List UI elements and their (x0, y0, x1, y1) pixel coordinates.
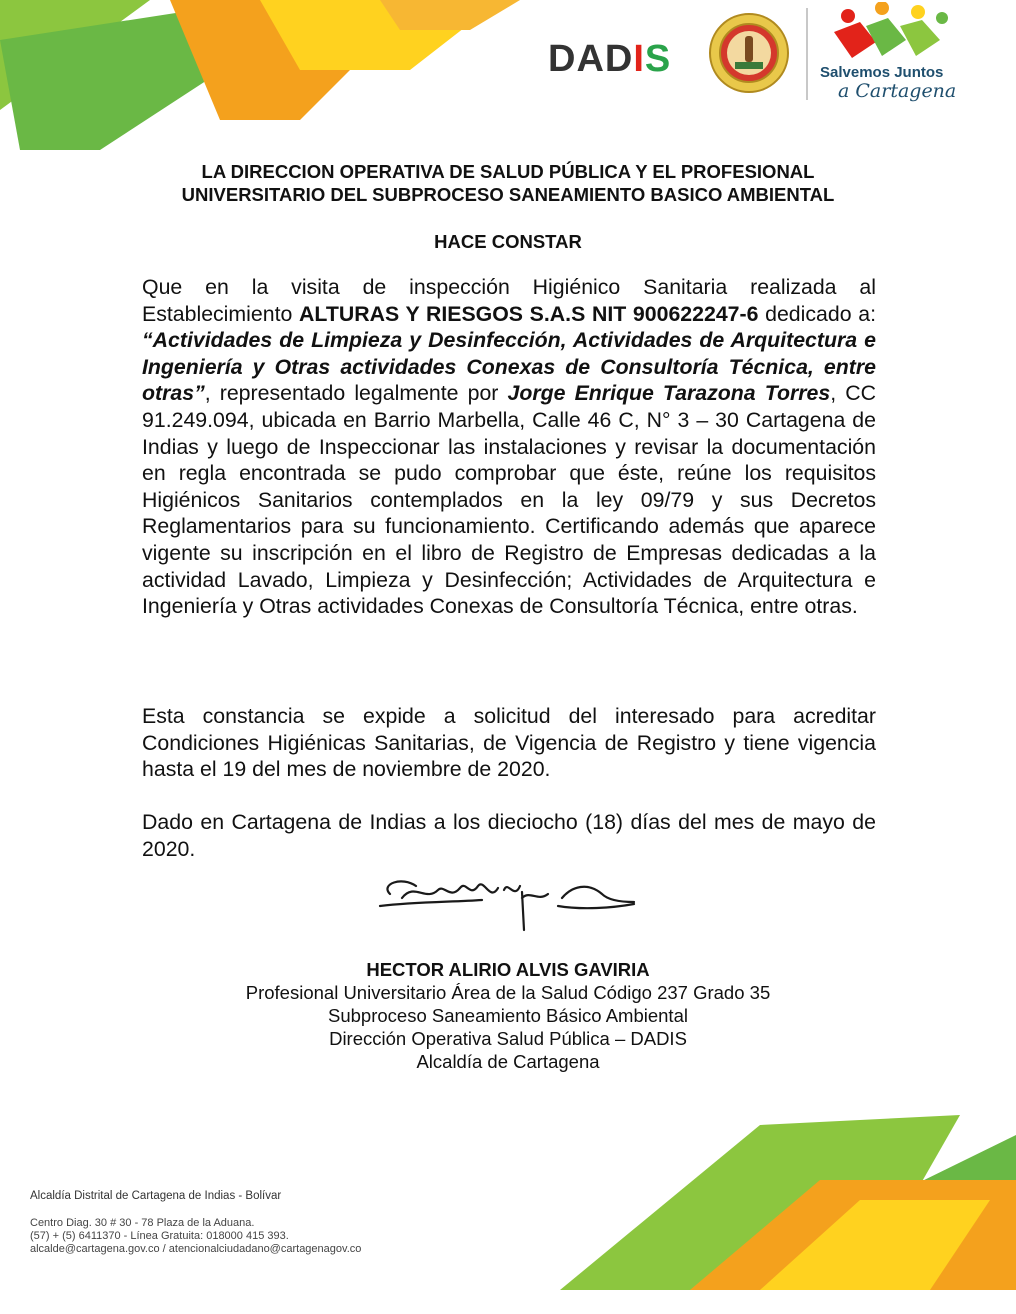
footer-address: Centro Diag. 30 # 30 - 78 Plaza de la Aduana. (30, 1217, 255, 1229)
footer-emails: alcalde@cartagena.gov.co / atencionalciudadano@cartagenagov.co (30, 1243, 362, 1255)
title-line-1: LA DIRECCION OPERATIVA DE SALUD PÚBLICA Y EL PROFESIONAL (201, 161, 815, 182)
p1-text-2: dedicado a: (758, 301, 876, 326)
top-left-decoration (0, 0, 540, 150)
footer-phones: (57) + (5) 6411370 - Línea Gratuita: 018000 415 393. (30, 1230, 289, 1242)
footer-organization: Alcaldía Distrital de Cartagena de Indias - Bolívar (30, 1190, 282, 1202)
dadis-logo-s: S (644, 38, 672, 80)
dadis-logo-prefix: DAD (548, 38, 634, 80)
salvemos-juntos-figures-icon (830, 2, 950, 62)
header-logos (540, 8, 980, 118)
footer (30, 1190, 361, 1256)
dadis-logo-i: I (633, 38, 645, 80)
paragraph-1 (142, 274, 876, 620)
signer-organization: Alcaldía de Cartagena (416, 1051, 600, 1072)
salvemos-juntos-text: Salvemos Juntos (820, 64, 944, 81)
signer-subprocess: Subproceso Saneamiento Básico Ambiental (328, 1005, 688, 1026)
p1-text-1: Que en la visita de inspección Higiénico Sanitaria realizada al Establecimiento (142, 275, 876, 326)
paragraph-2: Esta constancia se expide a solicitud del interesado para acreditar Condiciones Higiénicas Sanitarias, de Vigencia de Registro y tiene vigencia hasta el 19 del mes de noviembre de 2020. (142, 704, 876, 782)
signer-title: Profesional Universitario Área de la Salud Código 237 Grado 35 (245, 982, 771, 1003)
handwritten-signature (372, 872, 642, 934)
signer-block (120, 958, 896, 1073)
document-title (120, 160, 896, 206)
hace-constar-heading: HACE CONSTAR (434, 231, 582, 252)
paragraph-3: Dado en Cartagena de Indias a los dieciocho (18) días del mes de mayo de 2020. (142, 810, 876, 861)
a-cartagena-text: a Cartagena (838, 80, 957, 102)
p1-text-3: , representado legalmente por (204, 381, 508, 406)
title-line-2: UNIVERSITARIO DEL SUBPROCESO SANEAMIENTO BASICO AMBIENTAL (181, 184, 835, 205)
signer-name: HECTOR ALIRIO ALVIS GAVIRIA (366, 959, 650, 980)
representative-name: Jorge Enrique Tarazona Torres (507, 381, 831, 406)
signer-direction: Dirección Operativa Salud Pública – DADIS (329, 1028, 687, 1049)
dadis-logo (548, 38, 671, 81)
cartagena-seal-icon (708, 12, 790, 94)
p1-text-4: , CC 91.249.094, ubicada en Barrio Marbella, Calle 46 C, N° 3 – 30 Cartagena de Indias y luego de Inspeccionar las instalaciones y revisar la documentación en regla encontrada se pudo comprobar que éste, reúne los requisitos Higiénicos Sanitarios contemplados en la ley 09/79 y sus Decretos Reglamentarios para su funcionamiento. Certificando además que aparece vigente su inscripción en el libro de Registro de Empresas dedicadas a la actividad Lavado, Limpieza y Desinfección; Actividades de Arquitectura e Ingeniería y Otras actividades Conexas de Consultoría Técnica, entre otras. (142, 381, 876, 619)
company-name: ALTURAS Y RIESGOS S.A.S NIT 900622247-6 (299, 301, 759, 326)
logo-divider (806, 8, 808, 100)
activities-text: “Actividades de Limpieza y Desinfección, Actividades de Arquitectura e Ingeniería y Otras actividades Conexas de Consultoría Técnica, entre otras” (142, 328, 876, 406)
